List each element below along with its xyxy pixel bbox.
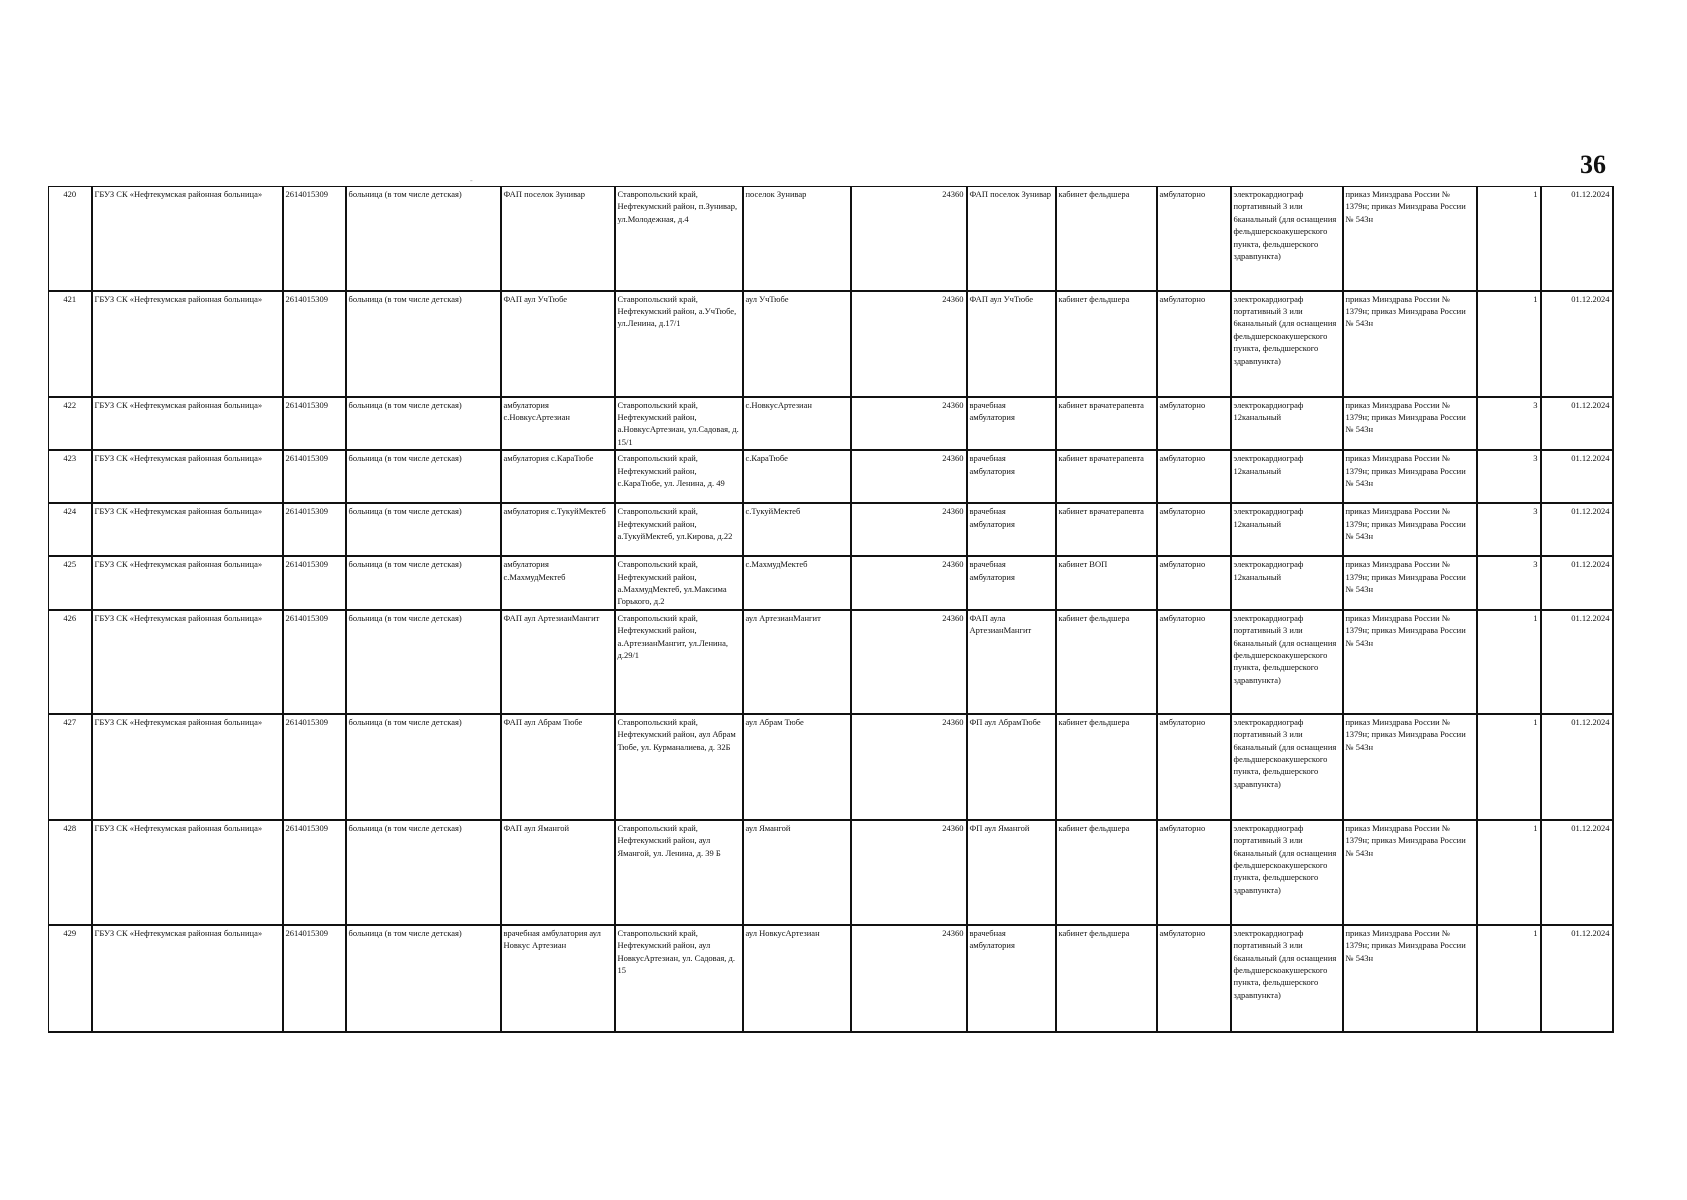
cell-qty: 3 [1477,503,1541,556]
cell-date: 01.12.2024 [1541,610,1613,714]
cell-org: ГБУЗ СК «Нефтекумская районная больница» [92,925,283,1032]
cell-room: кабинет фельдшера [1056,820,1157,925]
cell-subdivision: врачебная амбулатория [967,556,1056,610]
cell-date: 01.12.2024 [1541,714,1613,820]
cell-order: приказ Минздрава России № 1379н; приказ Минздрава России № 543н [1343,925,1477,1032]
cell-num: 421 [49,291,92,397]
equipment-registry-table [48,186,1614,1033]
cell-equipment: электрокардиограф портативный 3 или 6канальный (для оснащения фельдшерскоакушерского пункта, фельдшерского здравпункта) [1231,820,1343,925]
cell-care: амбулаторно [1157,450,1231,503]
cell-room: кабинет фельдшера [1056,291,1157,397]
cell-room: кабинет врачатерапевта [1056,450,1157,503]
cell-population: 24360 [851,450,967,503]
cell-order: приказ Минздрава России № 1379н; приказ Минздрава России № 543н [1343,820,1477,925]
cell-population: 24360 [851,820,967,925]
cell-unit: ФАП поселок Зунивар [501,187,615,291]
cell-settlement: с.МахмудМектеб [743,556,851,610]
cell-settlement: поселок Зунивар [743,187,851,291]
cell-room: кабинет ВОП [1056,556,1157,610]
cell-settlement: аул УчТюбе [743,291,851,397]
cell-room: кабинет фельдшера [1056,610,1157,714]
cell-address: Ставропольский край, Нефтекумский район, аул Абрам Тюбе, ул. Курманалиева, д. 32Б [615,714,743,820]
cell-type: больница (в том числе детская) [346,450,501,503]
cell-order: приказ Минздрава России № 1379н; приказ Минздрава России № 543н [1343,187,1477,291]
cell-inn: 2614015309 [283,187,346,291]
table-row [49,714,1613,820]
cell-qty: 1 [1477,610,1541,714]
cell-address: Ставропольский край, Нефтекумский район, аул Ямангой, ул. Ленина, д. 39 Б [615,820,743,925]
cell-equipment: электрокардиограф 12канальный [1231,503,1343,556]
cell-type: больница (в том числе детская) [346,556,501,610]
cell-address: Ставропольский край, Нефтекумский район, п.Зунивар, ул.Молодежная, д.4 [615,187,743,291]
cell-room: кабинет фельдшера [1056,187,1157,291]
cell-equipment: электрокардиограф 12канальный [1231,556,1343,610]
cell-care: амбулаторно [1157,556,1231,610]
scan-mark: - [470,176,473,185]
cell-type: больница (в том числе детская) [346,925,501,1032]
cell-org: ГБУЗ СК «Нефтекумская районная больница» [92,610,283,714]
cell-subdivision: ФАП аула АртезианМангит [967,610,1056,714]
cell-care: амбулаторно [1157,187,1231,291]
cell-settlement: с.НовкусАртезиан [743,397,851,451]
cell-date: 01.12.2024 [1541,397,1613,451]
cell-subdivision: врачебная амбулатория [967,450,1056,503]
table-row [49,556,1613,610]
cell-care: амбулаторно [1157,925,1231,1032]
cell-qty: 1 [1477,187,1541,291]
cell-population: 24360 [851,925,967,1032]
cell-num: 428 [49,820,92,925]
cell-type: больница (в том числе детская) [346,397,501,451]
cell-date: 01.12.2024 [1541,291,1613,397]
cell-order: приказ Минздрава России № 1379н; приказ Минздрава России № 543н [1343,450,1477,503]
cell-population: 24360 [851,291,967,397]
cell-inn: 2614015309 [283,925,346,1032]
cell-inn: 2614015309 [283,610,346,714]
cell-equipment: электрокардиограф портативный 3 или 6канальный (для оснащения фельдшерскоакушерского пункта, фельдшерского здравпункта) [1231,610,1343,714]
cell-org: ГБУЗ СК «Нефтекумская районная больница» [92,397,283,451]
cell-population: 24360 [851,187,967,291]
cell-subdivision: врачебная амбулатория [967,925,1056,1032]
cell-settlement: аул НовкусАртезиан [743,925,851,1032]
cell-population: 24360 [851,610,967,714]
cell-subdivision: врачебная амбулатория [967,503,1056,556]
cell-unit: амбулатория с.НовкусАртезиан [501,397,615,451]
cell-num: 426 [49,610,92,714]
cell-order: приказ Минздрава России № 1379н; приказ Минздрава России № 543н [1343,714,1477,820]
cell-settlement: с.ТукуйМектеб [743,503,851,556]
cell-address: Ставропольский край, Нефтекумский район, аул НовкусАртезиан, ул. Садовая, д. 15 [615,925,743,1032]
table-row [49,450,1613,503]
cell-num: 423 [49,450,92,503]
table-row [49,610,1613,714]
cell-inn: 2614015309 [283,820,346,925]
cell-num: 424 [49,503,92,556]
cell-address: Ставропольский край, Нефтекумский район, а.АртезианМангит, ул.Ленина, д.29/1 [615,610,743,714]
cell-qty: 1 [1477,925,1541,1032]
cell-subdivision: ФП аул Ямангой [967,820,1056,925]
cell-subdivision: врачебная амбулатория [967,397,1056,451]
cell-inn: 2614015309 [283,397,346,451]
cell-population: 24360 [851,556,967,610]
cell-unit: ФАП аул Ямангой [501,820,615,925]
cell-settlement: аул Абрам Тюбе [743,714,851,820]
table-body [49,187,1613,1032]
cell-unit: амбулатория с.ТукуйМектеб [501,503,615,556]
cell-org: ГБУЗ СК «Нефтекумская районная больница» [92,556,283,610]
cell-type: больница (в том числе детская) [346,820,501,925]
cell-care: амбулаторно [1157,610,1231,714]
cell-date: 01.12.2024 [1541,556,1613,610]
table-row [49,397,1613,451]
cell-care: амбулаторно [1157,503,1231,556]
cell-inn: 2614015309 [283,291,346,397]
cell-order: приказ Минздрава России № 1379н; приказ Минздрава России № 543н [1343,556,1477,610]
cell-org: ГБУЗ СК «Нефтекумская районная больница» [92,291,283,397]
cell-inn: 2614015309 [283,556,346,610]
page-number: 36 [1580,150,1606,179]
cell-order: приказ Минздрава России № 1379н; приказ Минздрава России № 543н [1343,397,1477,451]
cell-equipment: электрокардиограф портативный 3 или 6канальный (для оснащения фельдшерскоакушерского пункта, фельдшерского здравпункта) [1231,925,1343,1032]
cell-type: больница (в том числе детская) [346,714,501,820]
cell-qty: 3 [1477,397,1541,451]
cell-subdivision: ФАП поселок Зунивар [967,187,1056,291]
cell-qty: 3 [1477,450,1541,503]
cell-org: ГБУЗ СК «Нефтекумская районная больница» [92,714,283,820]
cell-room: кабинет врачатерапевта [1056,503,1157,556]
cell-org: ГБУЗ СК «Нефтекумская районная больница» [92,503,283,556]
cell-subdivision: ФАП аул УчТюбе [967,291,1056,397]
cell-num: 427 [49,714,92,820]
cell-equipment: электрокардиограф портативный 3 или 6канальный (для оснащения фельдшерскоакушерского пункта, фельдшерского здравпункта) [1231,714,1343,820]
cell-address: Ставропольский край, Нефтекумский район, а.ТукуйМектеб, ул.Кирова, д.22 [615,503,743,556]
cell-inn: 2614015309 [283,503,346,556]
cell-equipment: электрокардиограф портативный 3 или 6канальный (для оснащения фельдшерскоакушерского пункта, фельдшерского здравпункта) [1231,187,1343,291]
cell-population: 24360 [851,397,967,451]
cell-address: Ставропольский край, Нефтекумский район, с.КараТюбе, ул. Ленина, д. 49 [615,450,743,503]
cell-type: больница (в том числе детская) [346,610,501,714]
cell-order: приказ Минздрава России № 1379н; приказ Минздрава России № 543н [1343,291,1477,397]
cell-type: больница (в том числе детская) [346,503,501,556]
cell-inn: 2614015309 [283,714,346,820]
cell-settlement: с.КараТюбе [743,450,851,503]
cell-address: Ставропольский край, Нефтекумский район, а.УчТюбе, ул.Ленина, д.17/1 [615,291,743,397]
table-row [49,820,1613,925]
cell-room: кабинет фельдшера [1056,714,1157,820]
cell-care: амбулаторно [1157,714,1231,820]
cell-care: амбулаторно [1157,397,1231,451]
cell-care: амбулаторно [1157,820,1231,925]
cell-unit: амбулатория с.МахмудМектеб [501,556,615,610]
cell-type: больница (в том числе детская) [346,187,501,291]
cell-qty: 1 [1477,714,1541,820]
cell-equipment: электрокардиограф портативный 3 или 6канальный (для оснащения фельдшерскоакушерского пункта, фельдшерского здравпункта) [1231,291,1343,397]
cell-num: 422 [49,397,92,451]
cell-unit: амбулатория с.КараТюбе [501,450,615,503]
cell-unit: врачебная амбулатория аул Новкус Артезиан [501,925,615,1032]
cell-address: Ставропольский край, Нефтекумский район, а.МахмудМектеб, ул.Максима Горького, д.2 [615,556,743,610]
cell-qty: 1 [1477,291,1541,397]
cell-num: 429 [49,925,92,1032]
table-row [49,187,1613,291]
table-row [49,503,1613,556]
cell-num: 425 [49,556,92,610]
cell-settlement: аул АртезианМангит [743,610,851,714]
cell-date: 01.12.2024 [1541,187,1613,291]
cell-qty: 3 [1477,556,1541,610]
cell-population: 24360 [851,714,967,820]
table-row [49,291,1613,397]
cell-room: кабинет фельдшера [1056,925,1157,1032]
cell-qty: 1 [1477,820,1541,925]
table-row [49,925,1613,1032]
cell-date: 01.12.2024 [1541,925,1613,1032]
cell-settlement: аул Ямангой [743,820,851,925]
cell-care: амбулаторно [1157,291,1231,397]
cell-inn: 2614015309 [283,450,346,503]
cell-equipment: электрокардиограф 12канальный [1231,450,1343,503]
cell-room: кабинет врачатерапевта [1056,397,1157,451]
cell-date: 01.12.2024 [1541,820,1613,925]
cell-order: приказ Минздрава России № 1379н; приказ Минздрава России № 543н [1343,610,1477,714]
cell-address: Ставропольский край, Нефтекумский район, а.НовкусАртезиан, ул.Садовая, д. 15/1 [615,397,743,451]
cell-subdivision: ФП аул АбрамТюбе [967,714,1056,820]
cell-org: ГБУЗ СК «Нефтекумская районная больница» [92,450,283,503]
cell-equipment: электрокардиограф 12канальный [1231,397,1343,451]
cell-date: 01.12.2024 [1541,450,1613,503]
cell-order: приказ Минздрава России № 1379н; приказ Минздрава России № 543н [1343,503,1477,556]
cell-unit: ФАП аул АртезианМангит [501,610,615,714]
cell-date: 01.12.2024 [1541,503,1613,556]
cell-unit: ФАП аул УчТюбе [501,291,615,397]
cell-org: ГБУЗ СК «Нефтекумская районная больница» [92,820,283,925]
cell-population: 24360 [851,503,967,556]
cell-unit: ФАП аул Абрам Тюбе [501,714,615,820]
cell-type: больница (в том числе детская) [346,291,501,397]
cell-org: ГБУЗ СК «Нефтекумская районная больница» [92,187,283,291]
cell-num: 420 [49,187,92,291]
